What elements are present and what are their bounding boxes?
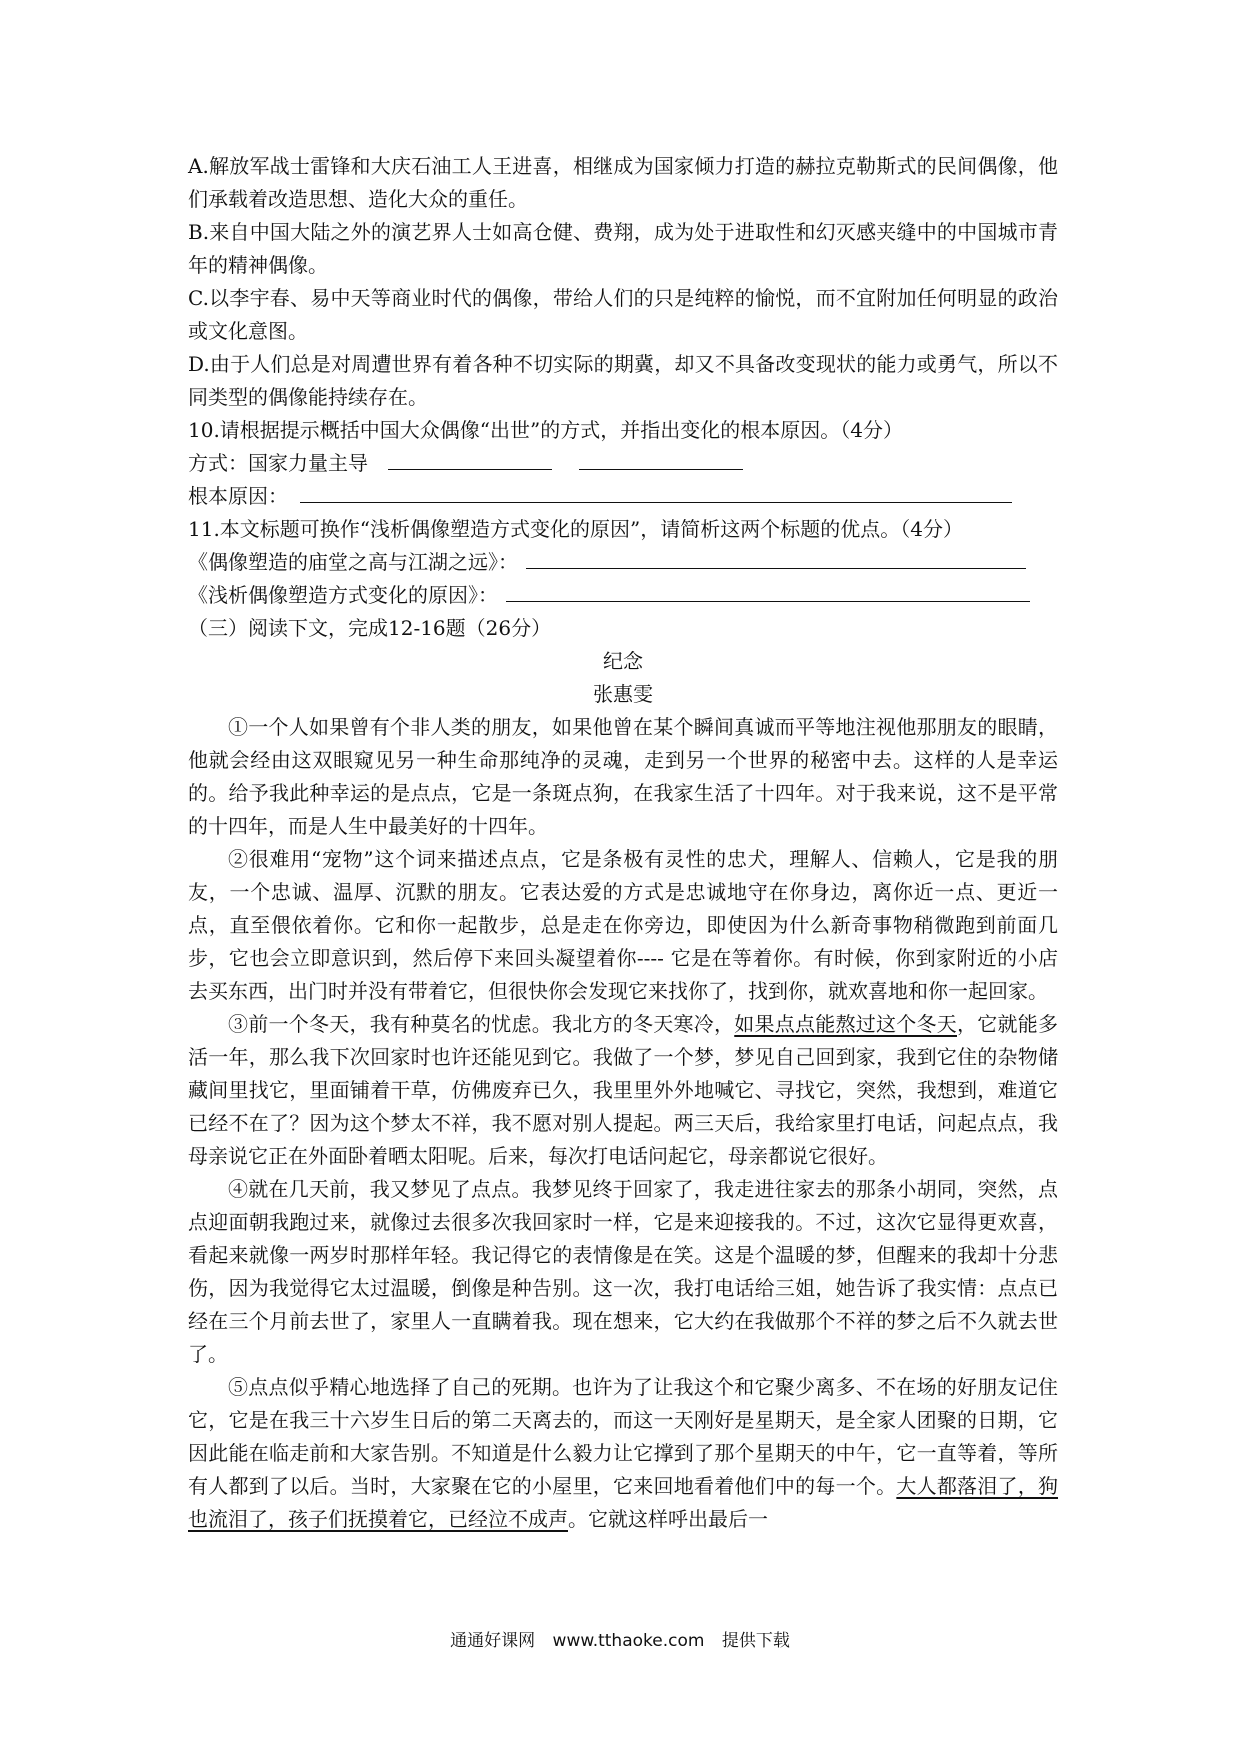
q11-title2-label: 《浅析偶像塑造方式变化的原因》：: [188, 583, 498, 607]
paragraph-text: ③前一个冬天，我有种莫名的忧虑。我北方的冬天寒冷，: [228, 1012, 735, 1036]
paragraph-text: ，它就能多活一年，那么我下次回家时也许还能见到它。我做了一个梦，梦见自己回到家，我到它住的杂物储藏间里找它，里面铺着干草，仿佛废弃已久，我里里外外地喊它、寻找它，突然，我想到，难道它已经不在了？因为这个梦太不祥，我不愿对别人提起。两三天后，我给家里打电话，问起点点，我母亲说它正在外面卧着晒太阳呢。后来，每次打电话问起它，母亲都说它很好。: [188, 1012, 1058, 1168]
q11-title2-line: [188, 579, 1058, 612]
q11-title1-label: 《偶像塑造的庙堂之高与江湖之远》：: [188, 550, 518, 574]
q10-reason-label: 根本原因：: [188, 484, 288, 508]
article-title: 纪念: [603, 649, 643, 673]
footer-site-name: 通通好课网: [450, 1631, 536, 1651]
paragraph-text: ⑤点点似乎精心地选择了自己的死期。也许为了让我这个和它聚少离多、不在场的好朋友记住它，它是在我三十六岁生日后的第二天离去的，而这一天刚好是星期天，是全家人团聚的日期，它因此能在临走前和大家告别。不知道是什么毅力让它撑到了那个星期天的中午，它一直等着，等所有人都到了以后。当时，大家聚在它的小屋里，它来回地看着他们中的每一个。: [188, 1375, 1058, 1498]
answer-blank: [300, 480, 1012, 503]
paragraph-text: 。它就这样呼出最后一: [568, 1507, 768, 1531]
answer-blank: [526, 546, 1026, 569]
option-d: D.由于人们总是对周遭世界有着各种不切实际的期冀，却又不具备改变现状的能力或勇气，所以不同类型的偶像能持续存在。: [188, 352, 1058, 409]
q11-title1-line: [188, 546, 1058, 579]
article-paragraph: [188, 1008, 1058, 1173]
answer-blank: [388, 447, 552, 470]
footer-url: www.tthaoke.com: [552, 1631, 705, 1651]
underlined-sentence: 大人都落泪了，狗也流泪了，孩子们抚摸着它，已经泣不成声: [188, 1474, 1059, 1531]
question-10: 10.请根据提示概括中国大众偶像“出世”的方式，并指出变化的根本原因。（4分）: [188, 418, 903, 442]
q10-reason-line: [188, 480, 1058, 513]
option-c: C.以李宇春、易中天等商业时代的偶像，带给人们的只是纯粹的愉悦，而不宜附加任何明显的政治或文化意图。: [188, 286, 1058, 343]
article-paragraph: ②很难用“宠物”这个词来描述点点，它是条极有灵性的忠犬，理解人、信赖人，它是我的朋友，一个忠诚、温厚、沉默的朋友。它表达爱的方式是忠诚地守在你身边，离你近一点、更近一点，直至偎依着你。它和你一起散步，总是走在你旁边，即使因为什么新奇事物稍微跑到前面几步，它也会立即意识到，然后停下来回头凝望着你---- 它是在等着你。有时候，你到家附近的小店去买东西，出门时并没有带着它，但很快你会发现它来找你了，找到你，就欢喜地和你一起回家。: [188, 847, 1058, 1003]
answer-blank: [506, 579, 1030, 602]
section-3-heading: （三）阅读下文，完成12-16题（26分）: [188, 616, 552, 640]
footer-suffix: 提供下载: [721, 1631, 790, 1651]
option-b: B.来自中国大陆之外的演艺界人士如高仓健、费翔，成为处于进取性和幻灭感夹缝中的中国城市青年的精神偶像。: [188, 220, 1058, 277]
article-paragraph: ④就在几天前，我又梦见了点点。我梦见终于回家了，我走进往家去的那条小胡同，突然，点点迎面朝我跑过来，就像过去很多次我回家时一样，它是来迎接我的。不过，这次它显得更欢喜，看起来就像一两岁时那样年轻。我记得它的表情像是在笑。这是个温暖的梦，但醒来的我却十分悲伤，因为我觉得它太过温暖，倒像是种告别。这一次，我打电话给三姐，她告诉了我实情：点点已经在三个月前去世了，家里人一直瞒着我。现在想来，它大约在我做那个不祥的梦之后不久就去世了。: [188, 1177, 1058, 1366]
q10-method-label: 方式：国家力量主导: [188, 451, 368, 475]
article-paragraph: ①一个人如果曾有个非人类的朋友，如果他曾在某个瞬间真诚而平等地注视他那朋友的眼睛，他就会经由这双眼窥见另一种生命那纯净的灵魂，走到另一个世界的秘密中去。这样的人是幸运的。给予我此种幸运的是点点，它是一条斑点狗，在我家生活了十四年。对于我来说，这不是平常的十四年，而是人生中最美好的十四年。: [188, 715, 1058, 838]
option-a: A.解放军战士雷锋和大庆石油工人王进喜，相继成为国家倾力打造的赫拉克勒斯式的民间偶像，他们承载着改造思想、造化大众的重任。: [188, 154, 1058, 211]
document-body: [188, 150, 1058, 1536]
q10-method-line: [188, 447, 1058, 480]
underlined-sentence: 如果点点能熬过这个冬天: [734, 1012, 957, 1036]
article-author: 张惠雯: [593, 682, 653, 706]
answer-blank: [579, 447, 743, 470]
question-11: 11.本文标题可换作“浅析偶像塑造方式变化的原因”，请简析这两个标题的优点。（4分）: [188, 517, 963, 541]
article-paragraph: [188, 1371, 1058, 1536]
page-footer: [0, 1626, 1240, 1651]
